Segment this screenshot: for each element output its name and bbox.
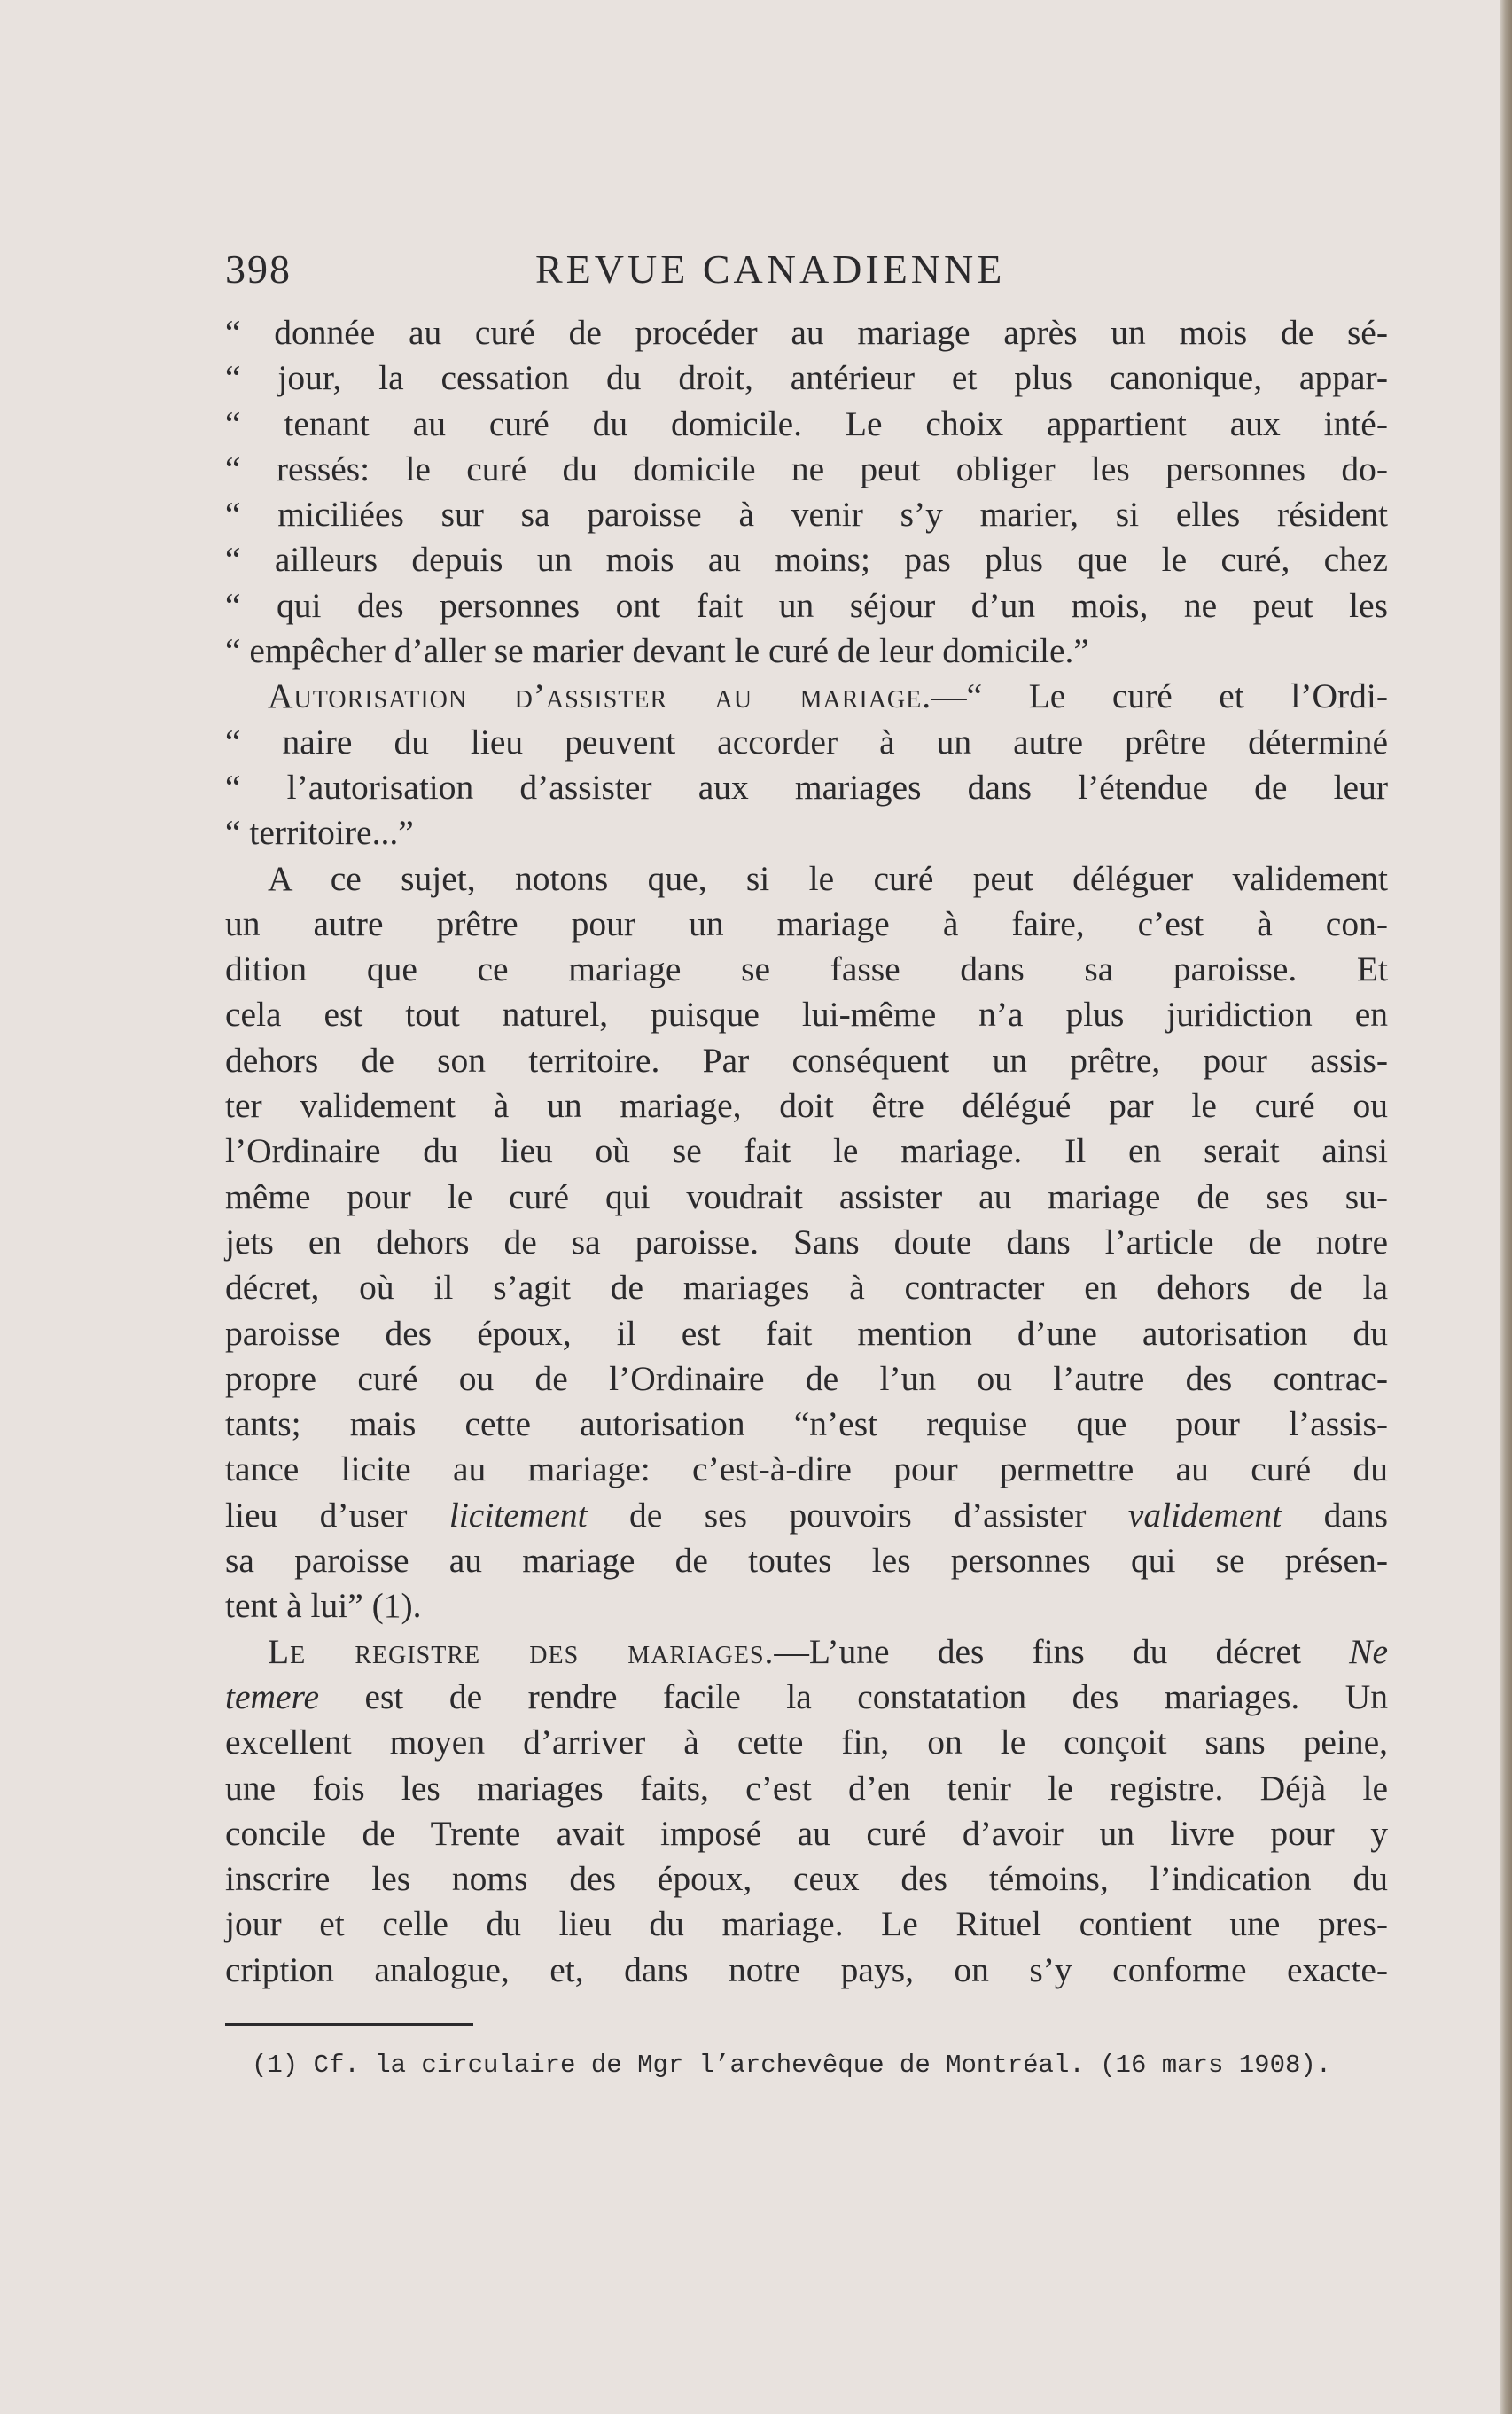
- text-line: tance licite au mariage: c’est-à-dire pour permettre au curé du: [225, 1449, 1388, 1489]
- italic-term: licitement: [448, 1495, 588, 1535]
- text-line: tent à lui” (1).: [225, 1586, 422, 1626]
- text-line: “ donnée au curé de procéder au mariage après un mois de sé-: [225, 313, 1388, 352]
- text-line: un autre prêtre pour un mariage à faire, c’est à con-: [225, 903, 1388, 943]
- text-line: concile de Trente avait imposé au curé d’avoir un livre pour y: [225, 1813, 1388, 1853]
- section-line: [225, 674, 1388, 719]
- text-line: [225, 1675, 1388, 1720]
- text-line: inscrire les noms des époux, ceux des témoins, l’indication du: [225, 1859, 1388, 1899]
- text-line: une fois les mariages faits, c’est d’en tenir le registre. Déjà le: [225, 1768, 1388, 1808]
- body-text: [225, 310, 1388, 1993]
- text-line: tants; mais cette autorisation “n’est requise que pour l’assis-: [225, 1404, 1388, 1444]
- text-fragment: de ses pouvoirs d’assister: [587, 1495, 1128, 1535]
- text-line: jets en dehors de sa paroisse. Sans doute dans l’article de notre: [225, 1222, 1388, 1262]
- footnote-divider: [225, 2023, 473, 2026]
- italic-term: validement: [1127, 1495, 1282, 1535]
- section-heading-autorisation: Autorisation d’assister au mariage.: [268, 676, 932, 716]
- text-fragment: lieu d’user: [225, 1495, 449, 1535]
- text-line: “ jour, la cessation du droit, antérieur et plus canonique, appar-: [225, 358, 1388, 398]
- text-line: l’Ordinaire du lieu où se fait le mariage. Il en serait ainsi: [225, 1131, 1388, 1171]
- text-line: A ce sujet, notons que, si le curé peut déléguer validement: [268, 858, 1388, 898]
- book-page-edge: [1500, 0, 1512, 2414]
- page-number: 398: [225, 246, 292, 292]
- text-line: [225, 1493, 1388, 1538]
- text-fragment: —“ Le curé et l’Ordi-: [931, 676, 1389, 716]
- text-line: dition que ce mariage se fasse dans sa paroisse. Et: [225, 949, 1388, 989]
- document-page: [225, 222, 1388, 2332]
- text-line: excellent moyen d’arriver à cette fin, on le conçoit sans peine,: [225, 1723, 1388, 1762]
- text-line: “ l’autorisation d’assister aux mariages dans l’étendue de leur: [225, 767, 1388, 807]
- text-line: propre curé ou de l’Ordinaire de l’un ou l’autre des contrac-: [225, 1358, 1388, 1398]
- section-line: [225, 1629, 1388, 1675]
- italic-term: Ne: [1349, 1631, 1388, 1671]
- running-head: [225, 222, 1388, 293]
- footnote: (1) Cf. la circulaire de Mgr l’archevêque de Montréal. (16 mars 1908).: [252, 2050, 1332, 2080]
- text-line: décret, où il s’agit de mariages à contracter en dehors de la: [225, 1268, 1388, 1308]
- text-line: jour et celle du lieu du mariage. Le Rituel contient une pres-: [225, 1904, 1388, 1944]
- text-line: cription analogue, et, dans notre pays, on s’y conforme exacte-: [225, 1949, 1388, 1989]
- italic-term: temere: [225, 1676, 320, 1716]
- text-fragment: —L’une des fins du décret: [774, 1631, 1350, 1671]
- text-line: sa paroisse au mariage de toutes les personnes qui se présen-: [225, 1541, 1388, 1581]
- text-fragment: dans: [1282, 1495, 1388, 1535]
- text-line: même pour le curé qui voudrait assister au mariage de ses su-: [225, 1176, 1388, 1216]
- text-line: “ miciliées sur sa paroisse à venir s’y marier, si elles résident: [225, 495, 1388, 535]
- text-line: “ qui des personnes ont fait un séjour d’un mois, ne peut les: [225, 585, 1388, 625]
- text-fragment: est de rendre facile la constatation des mariages. Un: [319, 1676, 1388, 1716]
- text-line: cela est tout naturel, puisque lui-même n’a plus juridiction en: [225, 995, 1388, 1035]
- text-line: “ naire du lieu peuvent accorder à un autre prêtre déterminé: [225, 722, 1388, 762]
- text-line: “ territoire...”: [225, 813, 414, 853]
- section-heading-registre: Le registre des mariages.: [268, 1631, 775, 1671]
- text-line: “ tenant au curé du domicile. Le choix appartient aux inté-: [225, 403, 1388, 443]
- text-line: paroisse des époux, il est fait mention d’une autorisation du: [225, 1313, 1388, 1353]
- text-line: “ ressés: le curé du domicile ne peut obliger les personnes do-: [225, 449, 1388, 488]
- journal-title: REVUE CANADIENNE: [535, 246, 1006, 292]
- text-line: “ empêcher d’aller se marier devant le curé de leur domicile.”: [225, 631, 1089, 671]
- text-line: “ ailleurs depuis un mois au moins; pas plus que le curé, chez: [225, 540, 1388, 580]
- text-line: dehors de son territoire. Par conséquent un prêtre, pour assis-: [225, 1040, 1388, 1080]
- text-line: ter validement à un mariage, doit être délégué par le curé ou: [225, 1086, 1388, 1126]
